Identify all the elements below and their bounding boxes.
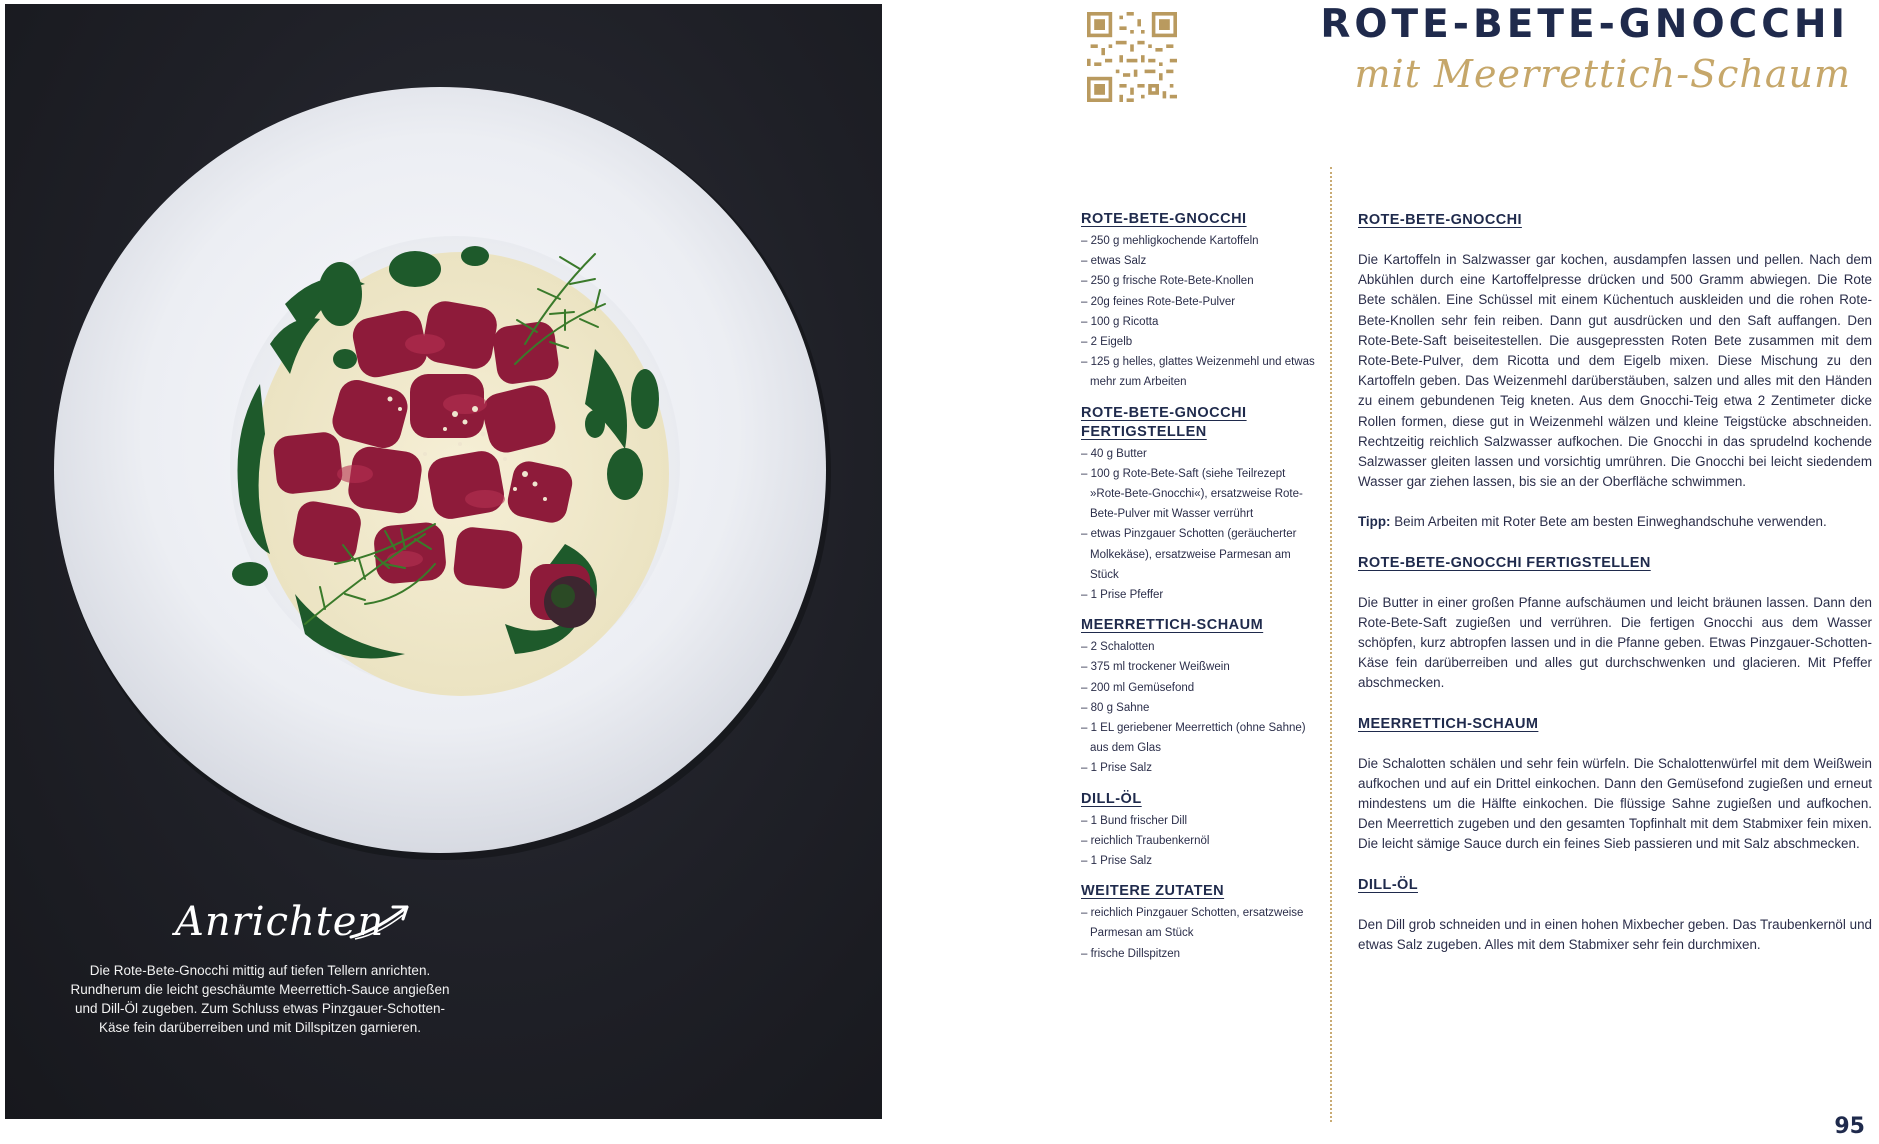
ingredient-item: – reichlich Pinzgauer Schotten, ersatzweise Parmesan am Stück xyxy=(1081,907,1304,940)
tip-label: Tipp: xyxy=(1358,514,1391,530)
plating-title: Anrichten xyxy=(175,899,385,945)
method-text-finish: Die Butter in einer großen Pfanne aufschäumen und leicht bräunen lassen. Dann den Rote-Bete-Saft zugießen und verrühren. Die fertigen Gnocchi aus dem Wasser schöpfen, kurz abtropfen lassen und in die Pfanne geben. Etwas Pinzgauer-Schotten-Käse fein darüberreiben und alles gut durchschwenken und glacieren. Mit Pfeffer abschmecken. xyxy=(1358,594,1872,691)
ingredient-item: – 1 Prise Pfeffer xyxy=(1081,589,1164,602)
ingredient-item: – 250 g frische Rote-Bete-Knollen xyxy=(1081,275,1254,288)
ingredient-list xyxy=(1081,444,1321,606)
arrow-icon xyxy=(345,899,415,943)
ingredient-item: – 375 ml trockener Weißwein xyxy=(1081,661,1230,674)
method-heading-oil: DILL-ÖL xyxy=(1358,876,1418,893)
dish-photo xyxy=(5,4,882,1119)
tip-paragraph xyxy=(1358,512,1872,532)
method-text-gnocchi: Die Kartoffeln in Salzwasser gar kochen, ausdampfen lassen und pellen. Nach dem Abkühlen durch eine Kartoffelpresse drücken und 500 Gramm abwiegen. Die Rote Bete schälen. Eine Schüssel mit einem Küchentuch auskleiden und die rohen Rote-Bete-Knollen sehr fein reiben. Dann gut ausdrücken und den Saft auffangen. Den Rote-Bete-Saft beiseitestellen. Die ausgepressten Roten Bete zusammen mit dem Rote-Bete-Pulver, dem Ricotta und dem Eigelb mixen. Diese Mischung zu den Kartoffeln geben. Das Weizenmehl darüberstäuben, salzen und alles mit den Händen zu einem gebundenen Teig kneten. Aus dem Gnocchi-Teig etwa 2 Zentimeter dicke Rollen formen, diese gut in Weizenmehl wälzen und kleine Teigstücke abschneiden. Rechtzeitig reichlich Salzwasser aufkochen. Die Gnocchi in das sprudelnd kochende Salzwasser gleiten lassen und vorsichtig umrühren. Die Gnocchi bei leicht siedendem Wasser gar ziehen lassen, bis sie an der Oberfläche schwimmen. xyxy=(1358,252,1872,490)
ingredient-item: – 80 g Sahne xyxy=(1081,701,1150,714)
ingredient-list xyxy=(1081,637,1321,778)
ingredient-item: – 1 EL geriebener Meerrettich (ohne Sahne) aus dem Glas xyxy=(1081,722,1306,755)
ingredient-item: – 20g feines Rote-Bete-Pulver xyxy=(1081,295,1236,308)
ingredient-item: – 40 g Butter xyxy=(1081,447,1147,460)
method-heading-gnocchi: ROTE-BETE-GNOCCHI xyxy=(1358,212,1522,228)
ingredient-item: – etwas Pinzgauer Schotten (geräucherter Molkekäse), ersatzweise Parmesan am Stück xyxy=(1081,528,1297,581)
ingredient-heading: WEITERE ZUTATEN xyxy=(1081,883,1225,900)
recipe-subtitle: mit Meerrettich-Schaum xyxy=(1354,52,1851,96)
tip-text: Beim Arbeiten mit Roter Bete am besten Einweghandschuhe verwenden. xyxy=(1394,514,1827,530)
ingredient-list xyxy=(1081,231,1321,393)
ingredient-item: – frische Dillspitzen xyxy=(1081,947,1181,960)
method-column xyxy=(1358,210,1872,975)
ingredient-list xyxy=(1081,903,1321,964)
ingredients-column xyxy=(1081,210,1321,975)
ingredient-section xyxy=(1081,790,1321,872)
column-divider xyxy=(1330,167,1332,1122)
ingredient-item: – 250 g mehligkochende Kartoffeln xyxy=(1081,235,1259,247)
plating-instructions: Die Rote-Bete-Gnocchi mittig auf tiefen Tellern anrichten. Rundherum die leicht geschäumte Meerrettich-Sauce angießen und Dill-Öl zugeben. Zum Schluss etwas Pinzgauer-Schotten-Käse fein darüberreiben und mit Dillspitzen garnieren. xyxy=(70,963,450,1035)
ingredient-item: – 2 Schalotten xyxy=(1081,641,1155,654)
ingredient-list xyxy=(1081,811,1321,872)
ingredient-section xyxy=(1081,616,1321,778)
ingredient-item: – 100 g Ricotta xyxy=(1081,315,1159,328)
ingredient-item: – etwas Salz xyxy=(1081,255,1147,268)
ingredient-section xyxy=(1081,882,1321,964)
ingredient-item: – 1 Prise Salz xyxy=(1081,762,1152,775)
ingredient-heading: MEERRETTICH-SCHAUM xyxy=(1081,617,1264,634)
plating-heading xyxy=(175,899,505,959)
recipe-title: ROTE-BETE-GNOCCHI xyxy=(1320,2,1849,47)
qr-code-icon xyxy=(1087,12,1177,102)
ingredient-item: – 100 g Rote-Bete-Saft (siehe Teilrezept »Rote-Bete-Gnocchi«), ersatzweise Rote-Bete-Pulver mit Wasser verrührt xyxy=(1081,467,1303,521)
page-number: 95 xyxy=(1834,1114,1865,1139)
ingredient-item: – 1 Bund frischer Dill xyxy=(1081,814,1188,827)
ingredient-heading: ROTE-BETE-GNOCCHI xyxy=(1081,211,1247,227)
ingredient-heading: DILL-ÖL xyxy=(1081,790,1142,807)
ingredient-item: – 125 g helles, glattes Weizenmehl und etwas mehr zum Arbeiten xyxy=(1081,356,1315,389)
ingredient-item: – 1 Prise Salz xyxy=(1081,855,1152,868)
ingredient-section xyxy=(1081,404,1321,606)
method-heading-foam: MEERRETTICH-SCHAUM xyxy=(1358,715,1539,732)
ingredient-item: – 200 ml Gemüsefond xyxy=(1081,681,1195,694)
ingredient-item: – reichlich Traubenkernöl xyxy=(1081,834,1210,847)
method-text-oil: Den Dill grob schneiden und in einen hohen Mixbecher geben. Das Traubenkernöl und etwas Salz zugeben. Alles mit dem Stabmixer sehr fein durchmixen. xyxy=(1358,916,1872,952)
ingredient-item: – 2 Eigelb xyxy=(1081,336,1133,349)
ingredient-heading: ROTE-BETE-GNOCCHI FERTIGSTELLEN xyxy=(1081,404,1247,440)
method-heading-finish: ROTE-BETE-GNOCCHI FERTIGSTELLEN xyxy=(1358,554,1651,571)
method-text-foam: Die Schalotten schälen und sehr fein würfeln. Die Schalottenwürfel mit dem Weißwein aufkochen und auf ein Drittel einkochen. Dann den Gemüsefond zugießen und erneut mindestens um die Hälfte einkochen. Die flüssige Sahne zugießen und aufkochen. Den Meerrettich zugeben und den gesamten Topfinhalt mit dem Stabmixer fein mixen. Die leicht sämige Sauce durch ein feines Sieb passieren und mit Salz abschmecken. xyxy=(1358,755,1872,852)
ingredient-section xyxy=(1081,210,1321,393)
